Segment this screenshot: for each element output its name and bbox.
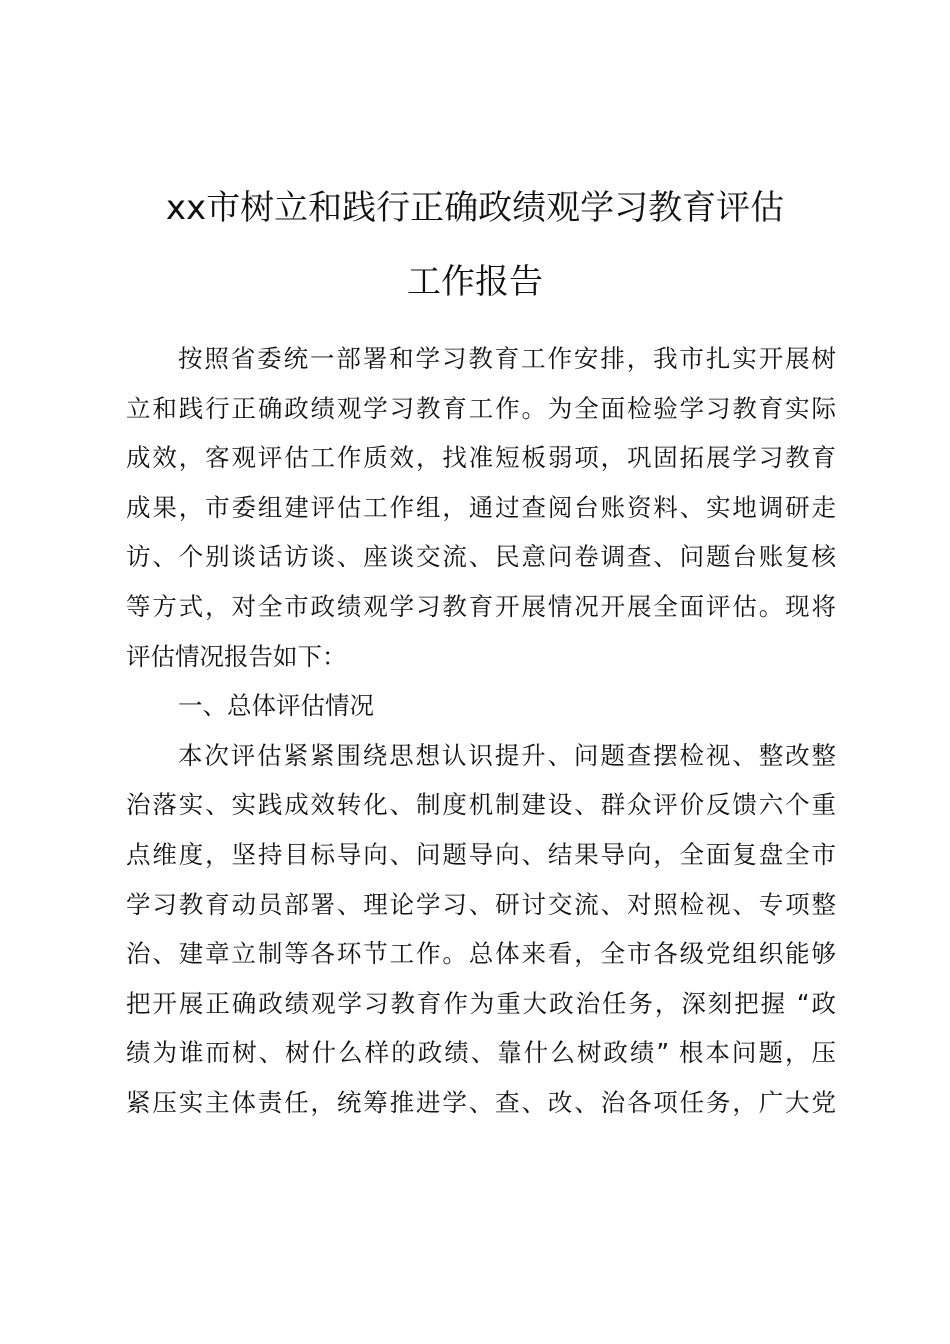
paragraph-line: 绩为谁而树、树什么样的政绩、靠什么树政绩” 根本问题，压: [126, 1038, 836, 1068]
paragraph-line-last: 评估情况报告如下：: [126, 641, 347, 671]
paragraph-line: 访、个别谈话访谈、座谈交流、民意问卷调查、问题台账复核: [126, 542, 836, 572]
paragraph-line: 学习教育动员部署、理论学习、研讨交流、对照检视、专项整: [126, 889, 836, 919]
paragraph-line: 点维度，坚持目标导向、问题导向、结果导向，全面复盘全市: [126, 839, 836, 869]
section-heading: 一、总体评估情况: [178, 691, 374, 721]
paragraph-line: 治落实、实践成效转化、制度机制建设、群众评价反馈六个重: [126, 790, 836, 820]
paragraph-line: 本次评估紧紧围绕思想认识提升、问题查摆检视、整改整: [178, 740, 836, 770]
document-body: [126, 334, 836, 1128]
paragraph-line: 治、建章立制等各环节工作。总体来看，全市各级党组织能够: [126, 939, 836, 969]
document-title-line-2: 工作报告: [407, 262, 543, 302]
paragraph-line: 等方式，对全市政绩观学习教育开展情况开展全面评估。现将: [126, 591, 836, 621]
paragraph-line: 成效，客观评估工作质效，找准短板弱项，巩固拓展学习教育: [126, 443, 836, 473]
paragraph-line: 把开展正确政绩观学习教育作为重大政治任务，深刻把握 “政: [126, 988, 836, 1018]
paragraph-line: 按照省委统一部署和学习教育工作安排，我市扎实开展树: [178, 344, 836, 373]
paragraph-line: 紧压实主体责任，统筹推进学、查、改、治各项任务，广大党: [126, 1087, 836, 1117]
paragraph-line: 立和践行正确政绩观学习教育工作。为全面检验学习教育实际: [126, 393, 836, 423]
document-title-line-1: xx市树立和践行正确政绩观学习教育评估: [165, 188, 785, 228]
paragraph-line: 成果，市委组建评估工作组，通过查阅台账资料、实地调研走: [126, 492, 836, 522]
